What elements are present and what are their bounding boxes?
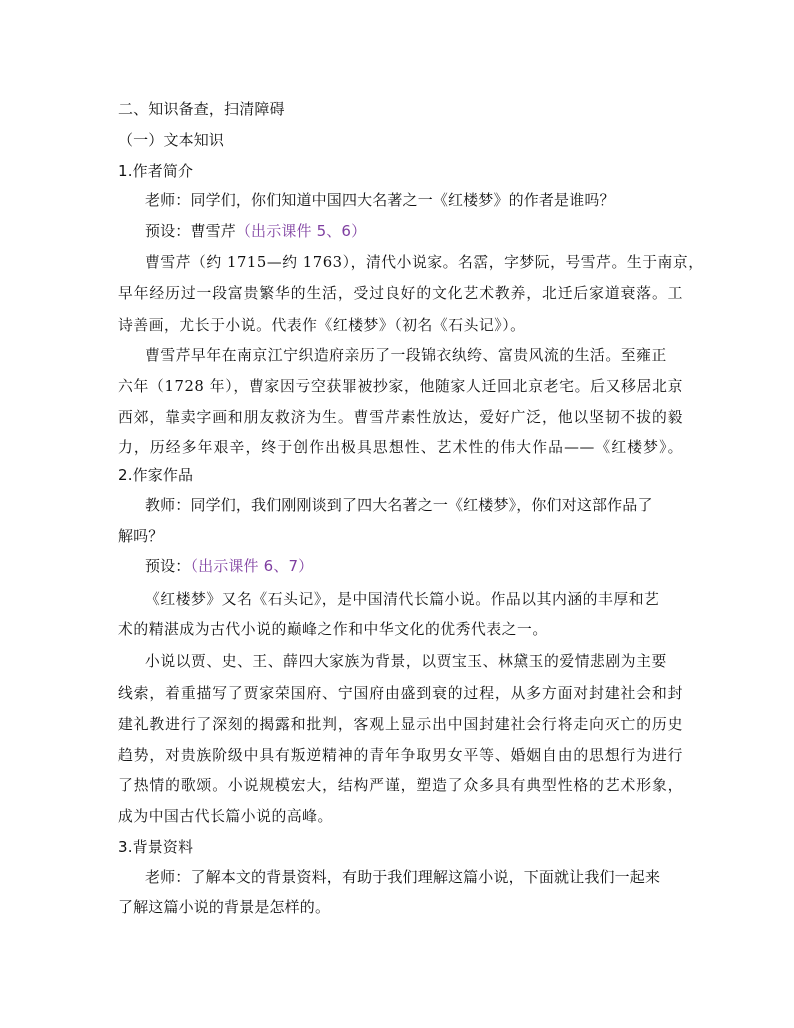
- work-para1-line-1: 《红楼梦》又名《石头记》，是中国清代长篇小说。作品以其内涵的丰厚和艺: [145, 591, 660, 608]
- bio-para1-line-2: 早年经历过一段富贵繁华的生活，受过良好的文化艺术教养，北迁后家道衰落。工: [118, 285, 683, 302]
- section2-teacher-line-1: 教师：同学们，我们刚刚谈到了四大名著之一《红楼梦》，你们对这部作品了: [145, 496, 653, 514]
- section1-preset: [145, 221, 710, 241]
- bio-para2-line-1: 曹雪芹早年在南京江宁织造府亲历了一段锦衣纨绔、富贵风流的生活。至雍正: [145, 347, 667, 364]
- work-para2-line-4: 趋势，对贵族阶级中具有叛逆精神的青年争取男女平等、婚姻自由的思想行为进行: [118, 747, 683, 764]
- section-heading: 二、知识备查，扫清障碍: [118, 100, 285, 118]
- bio-para2-line-4: 力，历经多年艰辛，终于创作出极具思想性、艺术性的伟大作品——《红楼梦》。: [118, 439, 683, 456]
- bio-para1-line-3: 诗善画，尤长于小说。代表作《红楼梦》（初名《石头记》）。: [118, 317, 526, 334]
- section1-teacher-question: 老师：同学们，你们知道中国四大名著之一《红楼梦》的作者是谁吗？: [145, 191, 615, 209]
- work-para2-line-3: 建礼教进行了深刻的揭露和批判，客观上显示出中国封建社会行将走向灭亡的历史: [118, 716, 683, 733]
- section3-teacher-line-1: 老师：了解本文的背景资料，有助于我们理解这篇小说，下面就让我们一起来: [145, 868, 661, 886]
- subheading-text-knowledge: （一）文本知识: [118, 131, 225, 149]
- work-para2-line-2: 线索，着重描写了贾家荣国府、宁国府由盛到衰的过程，从多方面对封建社会和封: [118, 685, 683, 702]
- section1-title: 1.作者简介: [118, 162, 194, 180]
- section1-courseware-note: （出示课件 5、6）: [235, 222, 367, 240]
- section2-courseware-note: （出示课件 6、7）: [190, 557, 314, 575]
- section3-title: 3.背景资料: [118, 838, 194, 856]
- work-para2-line-5: 了热情的歌颂。小说规模宏大，结构严谨，塑造了众多具有典型性格的艺术形象，: [118, 777, 683, 794]
- section1-preset-label: 预设：曹雪芹: [145, 222, 236, 240]
- section2-preset: [145, 556, 710, 576]
- bio-para1-line-1: 曹雪芹（约 1715—约 1763），清代小说家。名霑，字梦阮，号雪芹。生于南京，: [145, 254, 704, 271]
- work-para2-line-1: 小说以贾、史、王、薛四大家族为背景，以贾宝玉、林黛玉的爱情悲剧为主要: [145, 653, 667, 670]
- section3-teacher-line-2: 了解这篇小说的背景是怎样的。: [118, 898, 331, 916]
- section2-teacher-line-2: 解吗？: [118, 527, 164, 545]
- bio-para2-line-3: 西郊，靠卖字画和朋友救济为生。曹雪芹素性放达，爱好广泛，他以坚韧不拔的毅: [118, 409, 683, 426]
- section2-preset-label: 预设：: [145, 557, 191, 575]
- section2-title: 2.作家作品: [118, 466, 194, 484]
- bio-para2-line-2: 六年（1728 年），曹家因亏空获罪被抄家，他随家人迁回北京老宅。后又移居北京: [118, 378, 683, 395]
- work-para2-line-6: 成为中国古代长篇小说的高峰。: [118, 808, 333, 825]
- work-para1-line-2: 术的精湛成为古代小说的巅峰之作和中华文化的优秀代表之一。: [118, 621, 548, 638]
